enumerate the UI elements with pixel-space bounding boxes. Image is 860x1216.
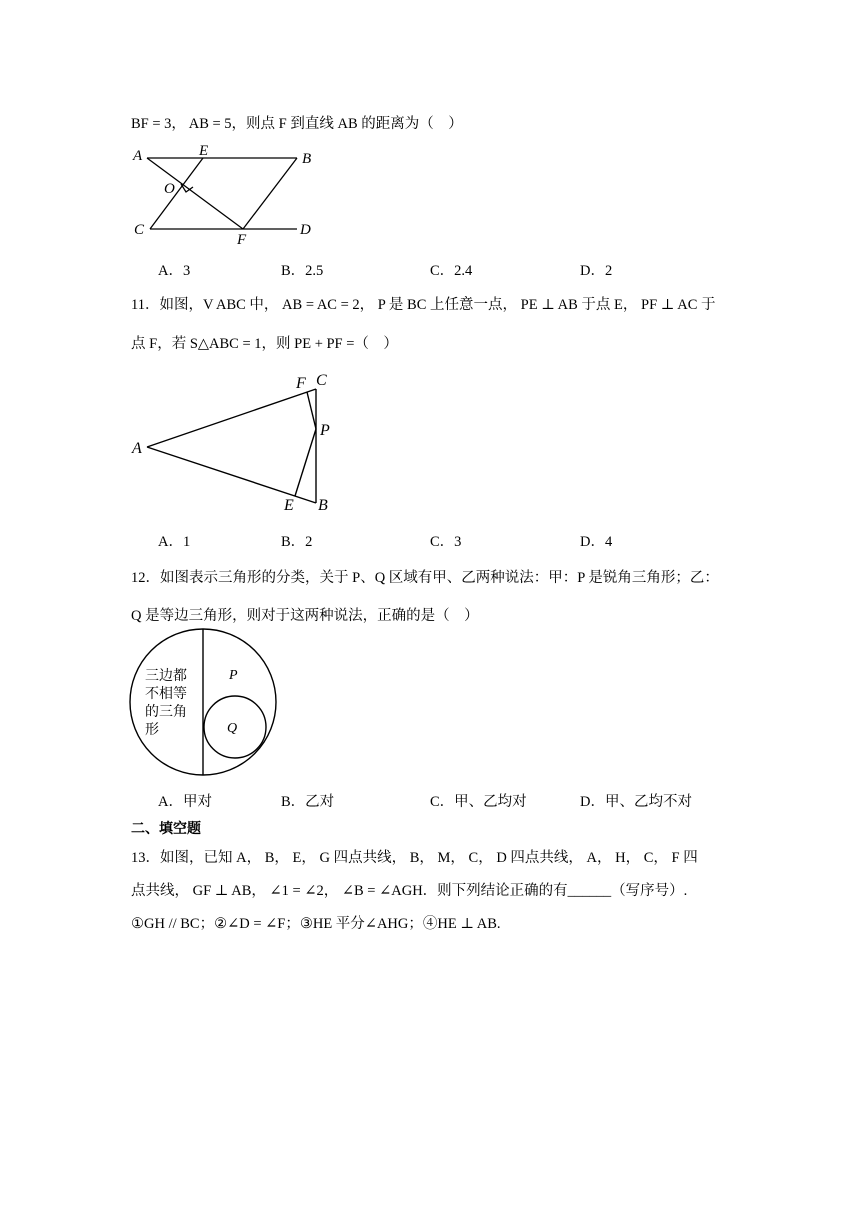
q10-label-e: E xyxy=(199,143,209,159)
q10-label-o: O xyxy=(164,181,175,197)
q11-option-d: D．4 xyxy=(580,534,613,550)
q12-option-d: D．甲、乙均不对 xyxy=(580,794,692,810)
q12-option-b: B．乙对 xyxy=(281,794,335,810)
q10-stem: BF = 3， AB = 5，则点 F 到直线 AB 的距离为（ ） xyxy=(131,116,463,132)
q10-label-a: A xyxy=(133,148,143,164)
q12-option-a: A．甲对 xyxy=(158,794,212,810)
q12-option-c: C．甲、乙均对 xyxy=(430,794,527,810)
q10-label-f: F xyxy=(237,232,247,245)
q11-label-a: A xyxy=(132,440,142,457)
q12-figure-text-2: 不相等 xyxy=(145,686,187,702)
q11-label-e: E xyxy=(284,497,294,514)
q10-label-b: B xyxy=(302,151,312,167)
q10-option-d: D．2 xyxy=(580,263,613,279)
q10-label-c: C xyxy=(134,222,145,238)
q11-label-b: B xyxy=(318,497,328,514)
q11-label-p: P xyxy=(320,422,330,439)
q13-stem-line3: ①GH // BC；②∠D = ∠F；③HE 平分∠AHG；④HE ⊥ AB. xyxy=(131,916,501,932)
q11-stem-line1: 11．如图，V ABC 中， AB = AC = 2， P 是 BC 上任意一点， PE ⊥ AB 于点 E， PF ⊥ AC 于 xyxy=(131,297,716,313)
q12-label-p: P xyxy=(229,668,238,683)
q11-label-f: F xyxy=(296,375,306,392)
q11-stem-line2: 点 F，若 S△ABC = 1，则 PE + PF =（ ） xyxy=(131,336,398,352)
q10-option-c: C．2.4 xyxy=(430,263,473,279)
q12-stem-line2: Q 是等边三角形，则对于这两种说法，正确的是（ ） xyxy=(131,608,479,624)
q12-figure-text-3: 的三角 xyxy=(145,704,187,720)
q12-stem-line1: 12．如图表示三角形的分类，关于 P、Q 区域有甲、乙两种说法：甲：P 是锐角三角形；乙： xyxy=(131,570,719,586)
q10-option-a: A．3 xyxy=(158,263,191,279)
q10-option-b: B．2.5 xyxy=(281,263,324,279)
section-title: 二、填空题 xyxy=(131,820,201,836)
q13-stem-line2: 点共线， GF ⊥ AB， ∠1 = ∠2， ∠B = ∠AGH．则下列结论正确的有______（写序号）. xyxy=(131,883,688,899)
q11-option-b: B．2 xyxy=(281,534,313,550)
q11-option-c: C．3 xyxy=(430,534,462,550)
q12-label-q: Q xyxy=(227,721,238,736)
q11-label-c: C xyxy=(316,372,327,389)
q12-figure xyxy=(125,625,285,780)
q11-figure xyxy=(125,368,340,516)
q11-option-a: A．1 xyxy=(158,534,191,550)
q12-figure-text-4: 形 xyxy=(145,722,159,738)
q12-figure-text-1: 三边都 xyxy=(145,668,187,684)
q13-stem-line1: 13．如图，已知 A， B， E， G 四点共线， B， M， C， D 四点共线， A， H， C， F 四 xyxy=(131,850,698,866)
q10-figure xyxy=(125,140,325,245)
q10-label-d: D xyxy=(300,222,311,238)
